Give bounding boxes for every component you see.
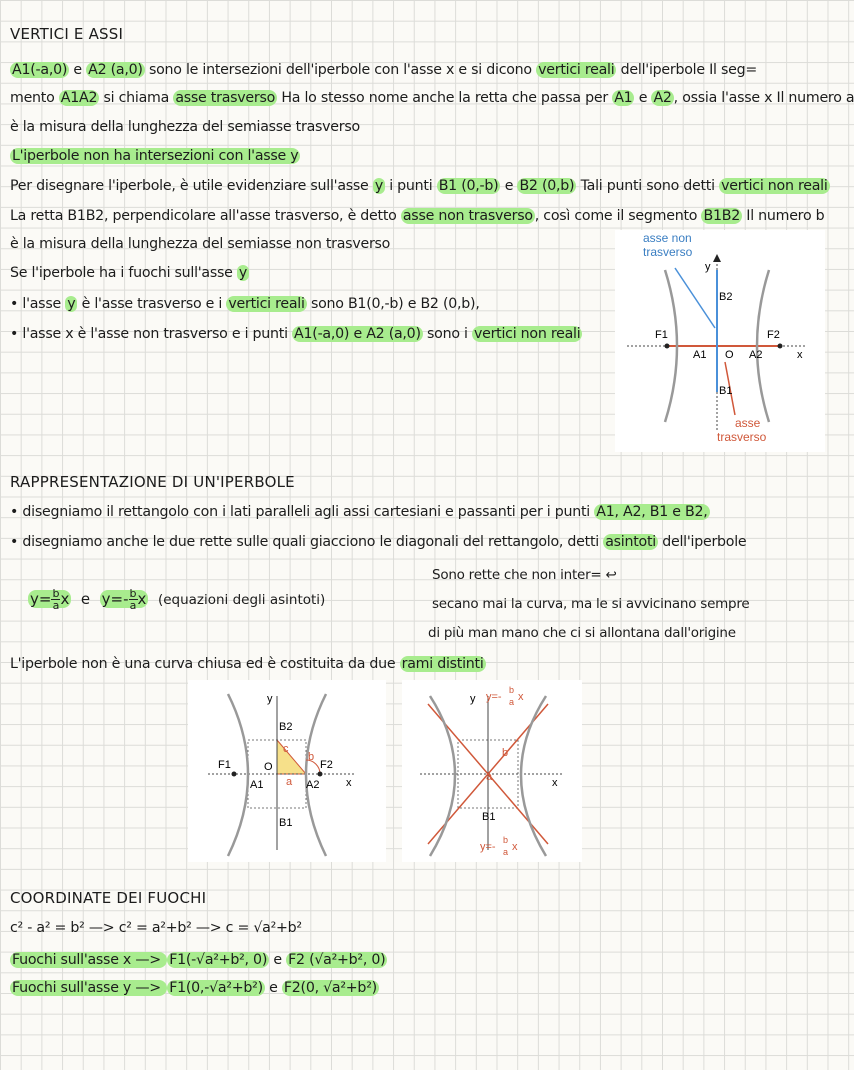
asymptote-label-top-x: x — [518, 691, 524, 703]
label-a: a — [486, 771, 493, 783]
label-o: O — [725, 349, 734, 361]
label-o: O — [264, 761, 273, 773]
asymptote-label-bottom-den: a — [503, 847, 509, 857]
figure-background — [615, 230, 825, 452]
label-a1: A1 — [693, 349, 707, 361]
bullet-item: • l'asse y è l'asse trasverso e i vertici reali sono B1(0,-b) e B2 (0,b), — [10, 296, 480, 312]
bullet-item: • disegniamo il rettangolo con i lati paralleli agli assi cartesiani e passanti per i punti A1, A2, B1 e B2, — [10, 504, 708, 520]
label-asse-non: asse non — [643, 231, 692, 245]
hyperbola-rectangle-figure — [188, 680, 386, 862]
note-line: secano mai la curva, ma le si avvicinano sempre — [432, 596, 750, 612]
text-line: La retta B1B2, perpendicolare all'asse trasverso, è detto asse non trasverso , così come il segmento B1B2 Il numero b — [10, 208, 825, 224]
label-x: x — [797, 349, 803, 361]
label-trasverso-2: trasverso — [717, 430, 767, 444]
note-line: Sono rette che non inter= ↩ — [432, 567, 617, 583]
text-line: è la misura della lunghezza del semiasse trasverso — [10, 119, 360, 135]
asymptote-label-top: y=- — [486, 691, 502, 703]
text-line: Se l'iperbole ha i fuochi sull'asse y — [10, 265, 248, 281]
asymptote-label-top-num: b — [509, 685, 515, 695]
label-a2: A2 — [749, 349, 763, 361]
foci-x-line: Fuochi sull'asse x —> F1(-√a²+b², 0) e F2 (√a²+b², 0) — [12, 952, 386, 968]
label-c: c — [283, 743, 289, 755]
focus-f1 — [232, 772, 237, 777]
label-y: y — [705, 261, 711, 273]
asymptote-label-top-den: a — [509, 697, 515, 707]
label-trasverso: trasverso — [643, 245, 693, 259]
hyperbola-vertices-figure — [615, 230, 825, 452]
text-line: L'iperbole non ha intersezioni con l'asse y — [12, 148, 299, 164]
label-b1: B1 — [279, 817, 293, 829]
label-x: x — [552, 777, 558, 789]
label-a: a — [286, 776, 293, 788]
asymptote-label-bottom-x: x — [512, 841, 518, 853]
asymptote-eq-1: y= $\frac{b}{a}$ x — [30, 587, 70, 612]
section-title-fuochi: COORDINATE DEI FUOCHI — [10, 889, 207, 907]
hyperbola-asymptotes-figure — [402, 680, 582, 862]
asymptote-label-bottom: y=- — [480, 841, 496, 853]
note-line: di più man mano che ci si allontana dall'origine — [428, 625, 736, 641]
label-f2: F2 — [767, 329, 780, 341]
asymptote-equations: y= $\frac{b}{a}$ x e y=- $\frac{b}{a}$ x (equazioni degli asintoti) — [30, 587, 326, 612]
text-line: A1(-a,0) e A2 (a,0) sono le intersezioni dell'iperbole con l'asse x e si dicono vertici reali dell'iperbole Il seg= — [12, 62, 757, 78]
label-a1: A1 — [250, 779, 264, 791]
bullet-item: • disegniamo anche le due rette sulle quali giacciono le diagonali del rettangolo, detti asintoti dell'iperbole — [10, 534, 747, 550]
section-title-rappresentazione: RAPPRESENTAZIONE DI UN'IPERBOLE — [10, 473, 295, 491]
section-title-vertici: VERTICI E ASSI — [10, 25, 124, 43]
text-line: mento A1A2 si chiama asse trasverso Ha lo stesso nome anche la retta che passa per A1 e A2 , ossia l'asse x Il numero a — [10, 90, 854, 106]
formula-line: c² - a² = b² —> c² = a²+b² —> c = √a²+b² — [10, 920, 302, 936]
label-asse: asse — [735, 416, 761, 430]
label-b: b — [502, 747, 509, 759]
label-f1: F1 — [218, 759, 231, 771]
label-y: y — [267, 693, 273, 705]
label-b: b — [308, 751, 315, 763]
focus-f2 — [318, 772, 323, 777]
label-x: x — [346, 777, 352, 789]
text-line: è la misura della lunghezza del semiasse non trasverso — [10, 236, 391, 252]
asymptote-eq-2: y=- $\frac{b}{a}$ x — [101, 587, 147, 612]
text-line: Per disegnare l'iperbole, è utile evidenziare sull'asse y i punti B1 (0,-b) e B2 (0,b) Tali punti sono detti vertici non reali — [10, 178, 828, 194]
bullet-item: • l'asse x è l'asse non trasverso e i punti A1(-a,0) e A2 (a,0) sono i vertici non reali — [10, 326, 581, 342]
focus-f1-point — [665, 344, 670, 349]
label-b2: B2 — [719, 291, 733, 303]
label-y: y — [470, 693, 476, 705]
label-f2: F2 — [320, 759, 333, 771]
label-b1: B1 — [482, 811, 496, 823]
focus-f2-point — [778, 344, 783, 349]
foci-y-line: Fuochi sull'asse y —> F1(0,-√a²+b²) e F2(0, √a²+b²) — [12, 980, 377, 996]
label-b2: B2 — [279, 721, 293, 733]
label-f1: F1 — [655, 329, 668, 341]
label-a2: A2 — [306, 779, 320, 791]
text-line: L'iperbole non è una curva chiusa ed è costituita da due rami distinti — [10, 656, 484, 672]
label-b1: B1 — [719, 385, 733, 397]
asymptote-label-bottom-num: b — [503, 835, 509, 845]
